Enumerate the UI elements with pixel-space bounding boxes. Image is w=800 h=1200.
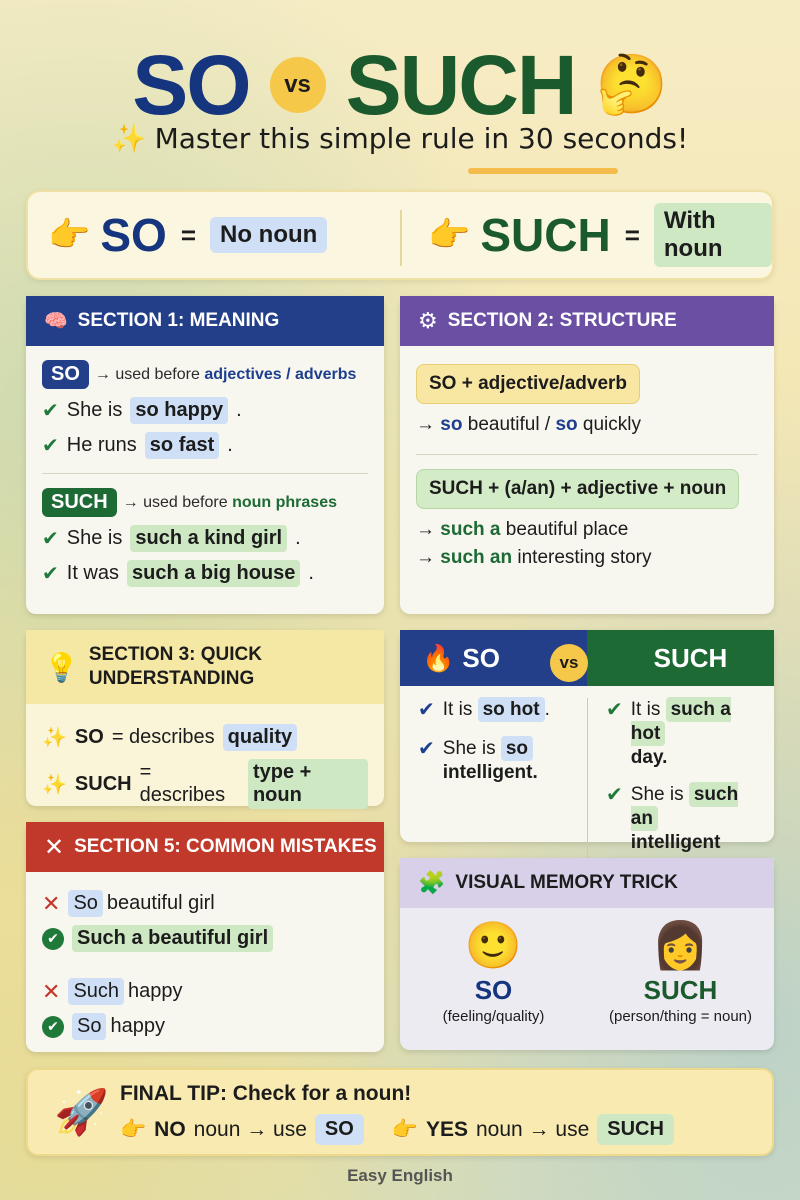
example-text: interesting story	[517, 547, 652, 568]
example-punct: .	[236, 399, 242, 421]
example-line	[631, 698, 760, 769]
correct-text: happy	[110, 1015, 165, 1037]
arrow: →	[416, 414, 435, 435]
pointing-hand-icon: 👉	[48, 216, 91, 254]
example-highlight: so happy	[130, 397, 228, 424]
example-highlight: such an	[630, 784, 739, 829]
sparkle-icon: ✨	[42, 773, 67, 796]
example-highlight: such a big house	[127, 560, 300, 587]
section-3-title-line1: SECTION 3: QUICK	[88, 644, 262, 666]
quick-such	[42, 759, 368, 809]
lightbulb-icon: 💡	[44, 651, 79, 683]
memory-such-caption: (person/thing = noun)	[608, 1007, 752, 1025]
brand-footer: Easy English	[347, 1166, 453, 1185]
example-text: It was	[66, 562, 120, 584]
check-icon: ✔	[418, 738, 435, 760]
vs-right-label: SUCH	[653, 642, 728, 673]
section-5-header	[26, 822, 384, 872]
check-icon: ✔	[42, 400, 59, 422]
rule-such-pill: With noun	[654, 203, 772, 267]
such-usage-arrow: → used before	[122, 493, 228, 511]
example-text: beautiful /	[467, 414, 551, 435]
section-2-title: SECTION 2: STRUCTURE	[447, 310, 677, 331]
check-icon: ✔	[42, 528, 59, 550]
check-icon: ✔	[606, 699, 623, 721]
gear-icon: ⚙	[418, 308, 438, 333]
memory-trick-title: VISUAL MEMORY TRICK	[455, 872, 678, 893]
pointing-hand-icon: 👉	[391, 1117, 418, 1141]
wrong-icon: ✕	[42, 978, 61, 1004]
example-bold: such an	[440, 547, 513, 568]
title-row	[0, 37, 800, 132]
check-icon: ✔	[418, 699, 435, 721]
fire-icon: 🔥	[422, 642, 455, 673]
pointing-hand-icon: 👉	[428, 216, 471, 254]
section-3-title	[89, 643, 262, 691]
cross-icon: ✕	[44, 833, 65, 861]
rocket-icon: 🚀	[54, 1088, 109, 1137]
section-2-header	[400, 296, 774, 346]
rule-so-pill: No noun	[210, 217, 327, 253]
correct-highlight: So	[72, 1013, 106, 1040]
example-punct: .	[308, 562, 314, 584]
quick-so	[42, 724, 368, 751]
quick-highlight: quality	[223, 724, 297, 751]
equals-sign: =	[180, 219, 196, 250]
section-1-card	[26, 296, 384, 614]
section-1-header	[26, 296, 384, 346]
final-tip-yes: YES	[425, 1117, 468, 1141]
final-tip-yes-text: noun → use	[476, 1117, 590, 1141]
rule-so	[48, 192, 327, 278]
example-highlight: so hot	[478, 697, 545, 722]
divider	[42, 473, 368, 474]
example-highlight: such a kind girl	[130, 525, 287, 552]
title-such: SUCH	[345, 37, 576, 132]
vs-right-header	[587, 630, 774, 686]
example-text: She is	[66, 527, 123, 549]
example-punct: .	[227, 434, 233, 456]
final-tip-title: FINAL TIP: Check for a noun!	[120, 1082, 412, 1105]
memory-trick-card	[400, 858, 774, 1050]
title-vs-badge: vs	[270, 57, 326, 113]
rule-so-word: SO	[100, 209, 167, 261]
example-text: It is	[442, 699, 473, 720]
example-bold: intelligent	[630, 831, 721, 853]
subtitle-underline	[468, 168, 618, 174]
example-highlight: such a hot	[630, 699, 731, 744]
section-1-body	[26, 346, 384, 601]
correct-check-icon: ✔	[42, 1016, 64, 1038]
mistake-2-correct	[42, 1013, 368, 1040]
example-bold: day.	[630, 746, 668, 768]
spacer	[42, 952, 368, 970]
memory-trick-body	[400, 908, 774, 1025]
example-text: She is	[66, 399, 123, 421]
example-highlight: so fast	[145, 432, 219, 459]
such-formula-example-2	[416, 547, 758, 569]
mistake-1-correct	[42, 925, 368, 952]
arrow: →	[416, 547, 435, 568]
wrong-icon: ✕	[42, 890, 61, 916]
rule-such-word: SUCH	[480, 209, 611, 261]
correct-check-icon: ✔	[42, 928, 64, 950]
smiley-icon: 🙂	[464, 919, 523, 971]
example-text: She is	[630, 784, 684, 806]
such-example-1	[42, 525, 368, 552]
quick-text: = describes	[111, 726, 215, 748]
example-bold: so	[555, 414, 578, 435]
title-so: SO	[132, 37, 250, 132]
mistake-1-wrong	[42, 890, 368, 917]
memory-so	[400, 920, 587, 1025]
subtitle	[0, 122, 800, 155]
brain-icon: 🧠	[44, 311, 68, 332]
such-usage	[42, 488, 368, 517]
mistake-text: happy	[128, 980, 183, 1002]
rule-such	[428, 192, 772, 278]
such-formula-example-1	[416, 519, 758, 541]
final-tip-no: NO	[154, 1117, 186, 1141]
such-usage-desc	[123, 494, 337, 512]
so-tag: SO	[42, 360, 89, 389]
subtitle-text: Master this simple rule in 30 seconds!	[154, 122, 689, 155]
so-example-1	[42, 397, 368, 424]
mistake-highlight: Such	[68, 978, 124, 1005]
example-text: beautiful place	[505, 519, 629, 540]
such-usage-target: noun phrases	[232, 493, 337, 511]
mistake-highlight: So	[68, 890, 102, 917]
so-usage-desc	[95, 366, 357, 384]
vs-such-example-1	[606, 698, 760, 769]
so-usage-target: adjectives / adverbs	[204, 365, 357, 383]
section-3-body	[26, 704, 384, 823]
example-text: He runs	[66, 434, 137, 456]
final-tip-such-pill: SUCH	[597, 1114, 674, 1145]
section-5-card	[26, 822, 384, 1052]
section-2-card	[400, 296, 774, 614]
rule-divider	[400, 210, 402, 266]
final-tip-no-text: noun → use	[193, 1117, 307, 1141]
so-vs-such-card	[400, 630, 774, 853]
mistake-2-wrong	[42, 978, 368, 1005]
rule-box	[26, 190, 774, 280]
such-formula: SUCH + (a/an) + adjective + noun	[416, 469, 739, 509]
quick-text: = describes	[139, 761, 226, 806]
example-highlight: so	[501, 736, 533, 761]
divider	[416, 454, 758, 455]
vs-left-label: SO	[462, 642, 500, 673]
mistake-text: beautiful girl	[106, 892, 215, 914]
final-tip-rules	[120, 1114, 674, 1145]
example-bold: such a	[440, 519, 501, 540]
section-3-title-line2: UNDERSTANDING	[88, 668, 255, 689]
check-icon: ✔	[42, 563, 59, 585]
example-text: It is	[630, 699, 661, 720]
vs-badge: vs	[550, 644, 588, 682]
such-example-2	[42, 560, 368, 587]
example-line	[443, 698, 550, 723]
so-formula-example	[416, 414, 758, 436]
vs-so-example-2	[418, 737, 573, 785]
sparkle-icon: ✨	[42, 727, 67, 749]
check-icon: ✔	[606, 784, 623, 807]
check-icon: ✔	[42, 435, 59, 457]
example-punct: .	[544, 699, 550, 720]
section-5-title: SECTION 5: COMMON MISTAKES	[74, 836, 377, 857]
memory-such	[587, 920, 774, 1025]
quick-word: SUCH	[74, 772, 132, 795]
example-punct: .	[295, 527, 301, 549]
vs-so-example-1	[418, 698, 573, 723]
so-usage-arrow: → used before	[94, 365, 200, 383]
final-tip-so-pill: SO	[315, 1114, 364, 1145]
example-text: She is	[442, 738, 496, 759]
section-3-header	[26, 630, 384, 704]
section-3-card	[26, 630, 384, 806]
pointing-hand-icon: 👉	[120, 1117, 147, 1141]
memory-so-word: SO	[474, 974, 513, 1005]
section-2-body	[400, 346, 774, 583]
memory-trick-header	[400, 858, 774, 908]
arrow: →	[416, 519, 435, 540]
puzzle-icon: 🧩	[418, 870, 446, 895]
memory-so-caption: (feeling/quality)	[442, 1007, 545, 1025]
sparkle-icon: ✨	[111, 122, 147, 155]
so-formula: SO + adjective/adverb	[416, 364, 640, 404]
example-line	[443, 737, 538, 785]
section-1-title: SECTION 1: MEANING	[77, 310, 280, 331]
quick-highlight: type + noun	[248, 759, 368, 809]
example-bold: intelligent.	[442, 761, 538, 783]
example-bold: so	[440, 414, 463, 435]
example-text: quickly	[582, 414, 641, 435]
such-tag: SUCH	[42, 488, 117, 517]
so-usage	[42, 360, 368, 389]
woman-icon: 👩	[651, 919, 710, 971]
correct-highlight: Such a beautiful girl	[72, 925, 273, 952]
section-5-body	[26, 872, 384, 1054]
quick-word: SO	[74, 726, 104, 748]
equals-sign: =	[624, 219, 640, 250]
thinking-face-icon: 🤔	[595, 52, 668, 117]
so-example-2	[42, 432, 368, 459]
final-tip-box	[26, 1068, 774, 1156]
memory-such-word: SUCH	[643, 974, 718, 1005]
